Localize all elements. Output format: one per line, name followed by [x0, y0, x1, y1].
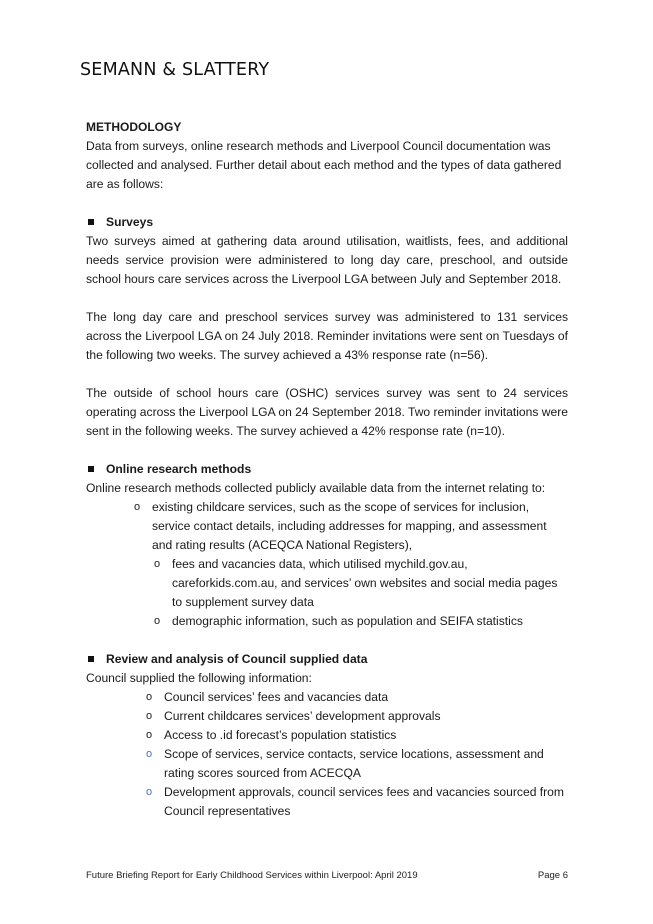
- list-item-text: existing childcare services, such as the scope of services for inclusion, service contact details, including addresses for mapping, and assessment and rating results (ACEQCA National Registers),: [152, 500, 547, 552]
- page-footer: [86, 870, 568, 881]
- square-bullet-icon: [88, 656, 94, 662]
- methodology-intro: Data from surveys, online research methods and Liverpool Council documentation was collected and analysed. Further detail about each method and the types of data gathered are as follows:: [86, 139, 562, 191]
- list-item-text: Development approvals, council services fees and vacancies sourced from Council representatives: [164, 785, 564, 818]
- circle-bullet-icon: o: [145, 786, 153, 798]
- online-research-heading-label: Online research methods: [106, 462, 252, 476]
- square-bullet-icon: [88, 466, 94, 472]
- square-bullet-icon: [88, 219, 94, 225]
- list-item-text: Current childcares services’ development approvals: [164, 709, 441, 723]
- list-item: [144, 688, 568, 707]
- circle-bullet-icon: o: [145, 729, 153, 741]
- list-item: [144, 783, 568, 821]
- online-research-intro: Online research methods collected publicly available data from the internet relating to:: [86, 481, 546, 495]
- list-item-text: Scope of services, service contacts, service locations, assessment and rating scores sourced from ACECQA: [164, 747, 544, 780]
- surveys-heading-label: Surveys: [106, 215, 154, 229]
- council-data-heading: [86, 650, 568, 669]
- council-data-heading-label: Review and analysis of Council supplied data: [106, 652, 368, 666]
- circle-bullet-icon: o: [153, 558, 161, 570]
- document-body: [86, 118, 568, 821]
- list-item-text: fees and vacancies data, which utilised mychild.gov.au, careforkids.com.au, and services’ own websites and social media pages to supplement survey data: [172, 557, 558, 609]
- list-item-text: demographic information, such as population and SEIFA statistics: [172, 614, 523, 628]
- page-number: Page 6: [537, 870, 568, 881]
- circle-bullet-icon: o: [145, 710, 153, 722]
- council-data-intro: Council supplied the following information:: [86, 671, 312, 685]
- list-item-text: Access to .id forecast’s population statistics: [164, 728, 397, 742]
- surveys-heading: [86, 213, 568, 232]
- circle-bullet-icon: o: [145, 691, 153, 703]
- list-item: [132, 498, 568, 555]
- list-item: [152, 612, 568, 631]
- surveys-paragraph-1: Two surveys aimed at gathering data around utilisation, waitlists, fees, and additional needs service provision were administered to long day care, preschool, and outside school hours care services across the Liverpool LGA between July and September 2018.: [86, 234, 568, 286]
- list-item: [144, 707, 568, 726]
- section-heading-methodology: METHODOLOGY: [86, 120, 182, 134]
- list-item: [144, 726, 568, 745]
- circle-bullet-icon: o: [133, 501, 141, 513]
- circle-bullet-icon: o: [153, 615, 161, 627]
- online-research-list: [132, 498, 568, 555]
- circle-bullet-icon: o: [145, 748, 153, 760]
- list-item: [152, 555, 568, 612]
- footer-report-title: Future Briefing Report for Early Childhood Services within Liverpool: April 2019: [86, 870, 418, 881]
- council-data-list: [144, 688, 568, 821]
- online-research-sublist: [152, 555, 568, 631]
- list-item-text: Council services’ fees and vacancies data: [164, 690, 389, 704]
- list-item: [144, 745, 568, 783]
- company-logo: SEMANN & SLATTERY: [80, 60, 270, 80]
- surveys-paragraph-3: The outside of school hours care (OSHC) services survey was sent to 24 services operating across the Liverpool LGA on 24 September 2018. Two reminder invitations were sent in the following weeks. The survey achieved a 42% response rate (n=10).: [86, 386, 568, 438]
- online-research-heading: [86, 460, 568, 479]
- surveys-paragraph-2: The long day care and preschool services survey was administered to 131 services across the Liverpool LGA on 24 July 2018. Reminder invitations were sent on Tuesdays of the following two weeks. The survey achieved a 43% response rate (n=56).: [86, 310, 568, 362]
